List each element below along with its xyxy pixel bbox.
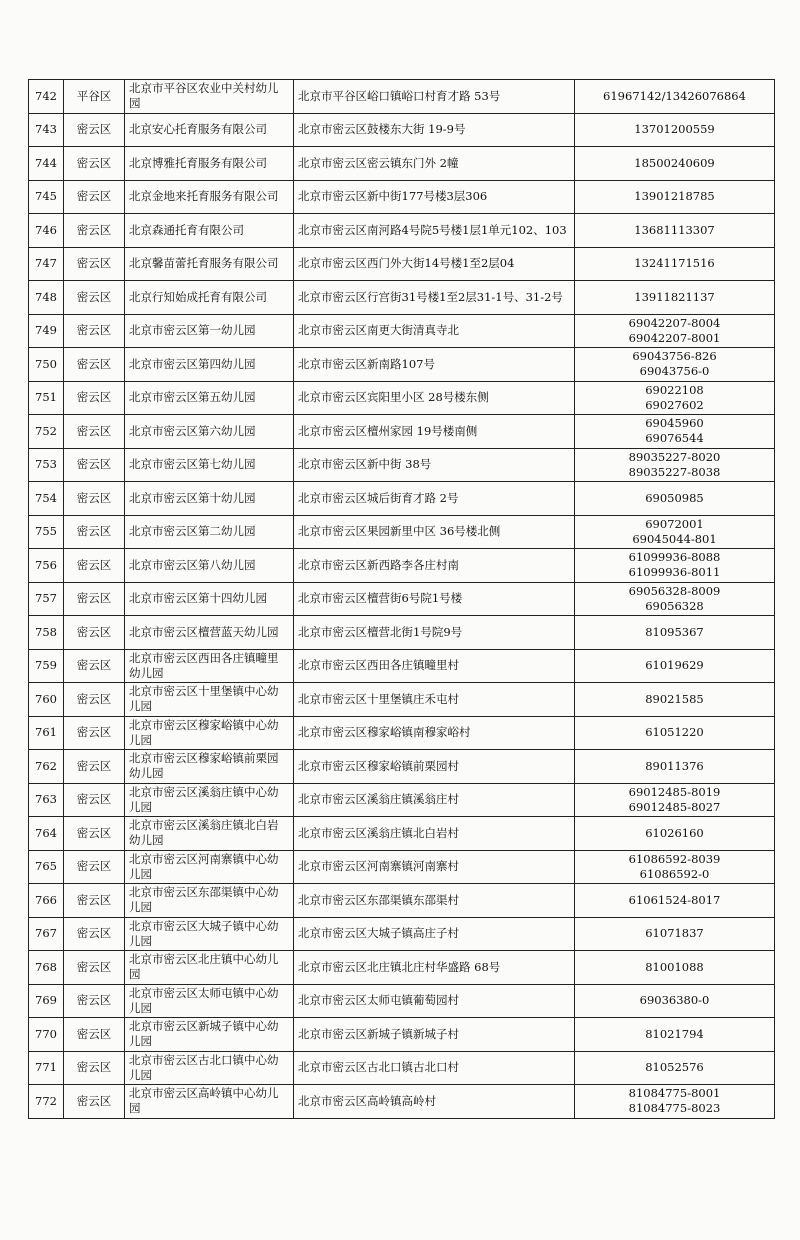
district-cell: 密云区: [64, 1051, 125, 1085]
district-cell: 密云区: [64, 549, 125, 583]
row-number-cell: 751: [29, 381, 64, 415]
address-cell: 北京市密云区穆家峪镇前栗园村: [294, 750, 575, 784]
institution-name-cell: 北京金地来托育服务有限公司: [125, 180, 294, 214]
phone-cell: [575, 415, 775, 449]
district-cell: 密云区: [64, 716, 125, 750]
phone-cell: [575, 850, 775, 884]
institution-name-cell: 北京市密云区古北口镇中心幼儿园: [125, 1051, 294, 1085]
table-row: [29, 616, 775, 650]
phone-number: 89035227-8038: [628, 464, 721, 479]
phone-cell: [575, 750, 775, 784]
district-cell: 密云区: [64, 984, 125, 1018]
row-number-cell: 754: [29, 482, 64, 516]
address-cell: 北京市密云区新南路107号: [294, 348, 575, 382]
table-row: [29, 683, 775, 717]
phone-cell: [575, 716, 775, 750]
district-cell: 平谷区: [64, 80, 125, 114]
phone-number: 89021585: [645, 691, 704, 706]
phone-number: 69036380-0: [639, 993, 710, 1008]
row-number-cell: 766: [29, 884, 64, 918]
phone-number: 89011376: [645, 758, 704, 773]
row-number-cell: 763: [29, 783, 64, 817]
row-number-cell: 745: [29, 180, 64, 214]
phone-number: 69056328: [645, 598, 704, 613]
phone-number: 69012485-8027: [628, 799, 721, 814]
phone-cell: [575, 1018, 775, 1052]
row-number-cell: 749: [29, 314, 64, 348]
district-cell: 密云区: [64, 314, 125, 348]
row-number-cell: 750: [29, 348, 64, 382]
address-cell: 北京市密云区新中街 38号: [294, 448, 575, 482]
institution-name-cell: 北京市密云区第七幼儿园: [125, 448, 294, 482]
institution-name-cell: 北京市密云区第十四幼儿园: [125, 582, 294, 616]
table-row: [29, 415, 775, 449]
phone-cell: [575, 582, 775, 616]
table-row: [29, 247, 775, 281]
phone-number: 69072001: [645, 516, 704, 531]
address-cell: 北京市密云区鼓楼东大街 19-9号: [294, 113, 575, 147]
phone-number: 13681113307: [634, 222, 715, 237]
phone-number: 81052576: [645, 1060, 704, 1075]
district-cell: 密云区: [64, 1018, 125, 1052]
table-row: [29, 381, 775, 415]
phone-number: 69050985: [645, 490, 704, 505]
table-row: [29, 314, 775, 348]
table-row: [29, 649, 775, 683]
phone-cell: [575, 147, 775, 181]
phone-cell: [575, 80, 775, 114]
phone-number: 69012485-8019: [628, 784, 721, 799]
phone-number: 13701200559: [634, 122, 715, 137]
address-cell: 北京市密云区新城子镇新城子村: [294, 1018, 575, 1052]
address-cell: 北京市密云区果园新里中区 36号楼北侧: [294, 515, 575, 549]
row-number-cell: 761: [29, 716, 64, 750]
address-cell: 北京市密云区河南寨镇河南寨村: [294, 850, 575, 884]
address-cell: 北京市密云区高岭镇高岭村: [294, 1085, 575, 1119]
phone-number: 61086592-0: [639, 866, 710, 881]
phone-number: 69027602: [645, 397, 704, 412]
phone-number: 61019629: [645, 658, 704, 673]
phone-number: 69042207-8004: [628, 315, 721, 330]
row-number-cell: 772: [29, 1085, 64, 1119]
district-cell: 密云区: [64, 281, 125, 315]
district-cell: 密云区: [64, 884, 125, 918]
institution-name-cell: 北京市密云区溪翁庄镇中心幼儿园: [125, 783, 294, 817]
row-number-cell: 770: [29, 1018, 64, 1052]
district-cell: 密云区: [64, 616, 125, 650]
table-row: [29, 1085, 775, 1119]
row-number-cell: 755: [29, 515, 64, 549]
district-cell: 密云区: [64, 917, 125, 951]
address-cell: 北京市密云区西门外大街14号楼1至2层04: [294, 247, 575, 281]
institution-name-cell: 北京市密云区溪翁庄镇北白岩幼儿园: [125, 817, 294, 851]
address-cell: 北京市密云区北庄镇北庄村华盛路 68号: [294, 951, 575, 985]
row-number-cell: 743: [29, 113, 64, 147]
phone-number: 69022108: [645, 382, 704, 397]
institution-name-cell: 北京市密云区北庄镇中心幼儿园: [125, 951, 294, 985]
phone-cell: [575, 180, 775, 214]
address-cell: 北京市密云区穆家峪镇南穆家峪村: [294, 716, 575, 750]
table-row: [29, 549, 775, 583]
address-cell: 北京市密云区东邵渠镇东邵渠村: [294, 884, 575, 918]
address-cell: 北京市密云区新西路李各庄村南: [294, 549, 575, 583]
row-number-cell: 757: [29, 582, 64, 616]
row-number-cell: 762: [29, 750, 64, 784]
row-number-cell: 742: [29, 80, 64, 114]
district-cell: 密云区: [64, 214, 125, 248]
row-number-cell: 764: [29, 817, 64, 851]
district-cell: 密云区: [64, 113, 125, 147]
phone-number: 81095367: [645, 624, 704, 639]
district-cell: 密云区: [64, 783, 125, 817]
address-cell: 北京市密云区大城子镇高庄子村: [294, 917, 575, 951]
table-row: [29, 180, 775, 214]
district-cell: 密云区: [64, 1085, 125, 1119]
phone-number: 69043756-826: [632, 349, 717, 364]
phone-cell: [575, 783, 775, 817]
phone-number: 61051220: [645, 725, 704, 740]
table-row: [29, 515, 775, 549]
district-cell: 密云区: [64, 180, 125, 214]
table-row: [29, 113, 775, 147]
phone-number: 69042207-8001: [628, 330, 721, 345]
institution-name-cell: 北京市密云区大城子镇中心幼儿园: [125, 917, 294, 951]
phone-cell: [575, 214, 775, 248]
address-cell: 北京市密云区行宫街31号楼1至2层31-1号、31-2号: [294, 281, 575, 315]
phone-cell: [575, 515, 775, 549]
institution-name-cell: 北京市密云区第二幼儿园: [125, 515, 294, 549]
table-body: [29, 80, 775, 1119]
district-cell: 密云区: [64, 750, 125, 784]
phone-cell: [575, 1051, 775, 1085]
table-row: [29, 984, 775, 1018]
institution-name-cell: 北京市密云区东邵渠镇中心幼儿园: [125, 884, 294, 918]
phone-cell: [575, 549, 775, 583]
district-cell: 密云区: [64, 247, 125, 281]
institution-name-cell: 北京市密云区高岭镇中心幼儿园: [125, 1085, 294, 1119]
row-number-cell: 768: [29, 951, 64, 985]
institution-name-cell: 北京安心托育服务有限公司: [125, 113, 294, 147]
district-cell: 密云区: [64, 683, 125, 717]
table-row: [29, 482, 775, 516]
phone-cell: [575, 1085, 775, 1119]
institution-name-cell: 北京森通托育有限公司: [125, 214, 294, 248]
phone-cell: [575, 649, 775, 683]
address-cell: 北京市平谷区峪口镇峪口村育才路 53号: [294, 80, 575, 114]
district-cell: 密云区: [64, 147, 125, 181]
row-number-cell: 758: [29, 616, 64, 650]
table-row: [29, 448, 775, 482]
phone-cell: [575, 884, 775, 918]
institution-name-cell: 北京市密云区第六幼儿园: [125, 415, 294, 449]
table-row: [29, 348, 775, 382]
table-row: [29, 917, 775, 951]
phone-number: 69076544: [645, 431, 704, 446]
table-row: [29, 80, 775, 114]
table-row: [29, 817, 775, 851]
table-row: [29, 716, 775, 750]
phone-number: 13241171516: [634, 256, 715, 271]
address-cell: 北京市密云区溪翁庄镇北白岩村: [294, 817, 575, 851]
phone-cell: [575, 348, 775, 382]
table-row: [29, 951, 775, 985]
address-cell: 北京市密云区檀营北街1号院9号: [294, 616, 575, 650]
phone-number: 13911821137: [634, 289, 715, 304]
address-cell: 北京市密云区新中街177号楼3层306: [294, 180, 575, 214]
kindergarten-table: [28, 79, 775, 1119]
table-row: [29, 147, 775, 181]
phone-number: 61061524-8017: [628, 892, 721, 907]
institution-name-cell: 北京市密云区穆家峪镇前栗园幼儿园: [125, 750, 294, 784]
address-cell: 北京市密云区十里堡镇庄禾屯村: [294, 683, 575, 717]
address-cell: 北京市密云区宾阳里小区 28号楼东侧: [294, 381, 575, 415]
institution-name-cell: 北京市密云区第五幼儿园: [125, 381, 294, 415]
phone-number: 81021794: [645, 1026, 704, 1041]
phone-cell: [575, 448, 775, 482]
phone-number: 61099936-8011: [628, 565, 721, 580]
institution-name-cell: 北京行知始成托育有限公司: [125, 281, 294, 315]
table-row: [29, 1018, 775, 1052]
table-row: [29, 214, 775, 248]
address-cell: 北京市密云区檀营街6号院1号楼: [294, 582, 575, 616]
institution-name-cell: 北京市密云区河南寨镇中心幼儿园: [125, 850, 294, 884]
phone-cell: [575, 247, 775, 281]
phone-cell: [575, 917, 775, 951]
row-number-cell: 748: [29, 281, 64, 315]
phone-number: 61071837: [645, 926, 704, 941]
phone-cell: [575, 113, 775, 147]
phone-cell: [575, 817, 775, 851]
district-cell: 密云区: [64, 951, 125, 985]
institution-name-cell: 北京市密云区第八幼儿园: [125, 549, 294, 583]
row-number-cell: 744: [29, 147, 64, 181]
phone-number: 61026160: [645, 825, 704, 840]
address-cell: 北京市密云区西田各庄镇疃里村: [294, 649, 575, 683]
row-number-cell: 752: [29, 415, 64, 449]
phone-number: 81084775-8001: [628, 1086, 721, 1101]
institution-name-cell: 北京市密云区西田各庄镇疃里幼儿园: [125, 649, 294, 683]
district-cell: 密云区: [64, 649, 125, 683]
row-number-cell: 753: [29, 448, 64, 482]
address-cell: 北京市密云区溪翁庄镇溪翁庄村: [294, 783, 575, 817]
table-row: [29, 1051, 775, 1085]
phone-cell: [575, 281, 775, 315]
address-cell: 北京市密云区南更大街清真寺北: [294, 314, 575, 348]
row-number-cell: 756: [29, 549, 64, 583]
table-row: [29, 281, 775, 315]
row-number-cell: 769: [29, 984, 64, 1018]
phone-number: 61086592-8039: [628, 851, 721, 866]
phone-number: 61099936-8088: [628, 550, 721, 565]
institution-name-cell: 北京市密云区第十幼儿园: [125, 482, 294, 516]
address-cell: 北京市密云区古北口镇古北口村: [294, 1051, 575, 1085]
phone-number: 13901218785: [634, 189, 715, 204]
address-cell: 北京市密云区太师屯镇葡萄园村: [294, 984, 575, 1018]
phone-number: 61967142/13426076864: [603, 88, 746, 103]
district-cell: 密云区: [64, 817, 125, 851]
table-row: [29, 750, 775, 784]
institution-name-cell: 北京市密云区新城子镇中心幼儿园: [125, 1018, 294, 1052]
table-row: [29, 582, 775, 616]
phone-cell: [575, 314, 775, 348]
phone-cell: [575, 984, 775, 1018]
district-cell: 密云区: [64, 381, 125, 415]
phone-number: 81084775-8023: [628, 1101, 721, 1116]
institution-name-cell: 北京市密云区太师屯镇中心幼儿园: [125, 984, 294, 1018]
address-cell: 北京市密云区南河路4号院5号楼1层1单元102、103: [294, 214, 575, 248]
district-cell: 密云区: [64, 482, 125, 516]
phone-number: 18500240609: [634, 155, 715, 170]
row-number-cell: 746: [29, 214, 64, 248]
phone-number: 69043756-0: [639, 364, 710, 379]
address-cell: 北京市密云区密云镇东门外 2幢: [294, 147, 575, 181]
institution-name-cell: 北京馨苗蕾托育服务有限公司: [125, 247, 294, 281]
institution-name-cell: 北京市密云区檀营蓝天幼儿园: [125, 616, 294, 650]
address-cell: 北京市密云区檀州家园 19号楼南侧: [294, 415, 575, 449]
phone-cell: [575, 381, 775, 415]
row-number-cell: 765: [29, 850, 64, 884]
address-cell: 北京市密云区城后街育才路 2号: [294, 482, 575, 516]
table-row: [29, 884, 775, 918]
phone-cell: [575, 616, 775, 650]
row-number-cell: 767: [29, 917, 64, 951]
row-number-cell: 771: [29, 1051, 64, 1085]
institution-name-cell: 北京市密云区第四幼儿园: [125, 348, 294, 382]
phone-cell: [575, 951, 775, 985]
institution-name-cell: 北京市平谷区农业中关村幼儿园: [125, 80, 294, 114]
row-number-cell: 760: [29, 683, 64, 717]
phone-cell: [575, 683, 775, 717]
district-cell: 密云区: [64, 415, 125, 449]
row-number-cell: 759: [29, 649, 64, 683]
institution-name-cell: 北京博雅托育服务有限公司: [125, 147, 294, 181]
district-cell: 密云区: [64, 348, 125, 382]
district-cell: 密云区: [64, 850, 125, 884]
district-cell: 密云区: [64, 448, 125, 482]
phone-cell: [575, 482, 775, 516]
row-number-cell: 747: [29, 247, 64, 281]
phone-number: 69056328-8009: [628, 583, 721, 598]
phone-number: 81001088: [645, 959, 704, 974]
institution-name-cell: 北京市密云区第一幼儿园: [125, 314, 294, 348]
institution-name-cell: 北京市密云区十里堡镇中心幼儿园: [125, 683, 294, 717]
phone-number: 69045044-801: [632, 531, 717, 546]
district-cell: 密云区: [64, 582, 125, 616]
table-row: [29, 850, 775, 884]
institution-name-cell: 北京市密云区穆家峪镇中心幼儿园: [125, 716, 294, 750]
table-row: [29, 783, 775, 817]
district-cell: 密云区: [64, 515, 125, 549]
phone-number: 69045960: [645, 416, 704, 431]
phone-number: 89035227-8020: [628, 449, 721, 464]
